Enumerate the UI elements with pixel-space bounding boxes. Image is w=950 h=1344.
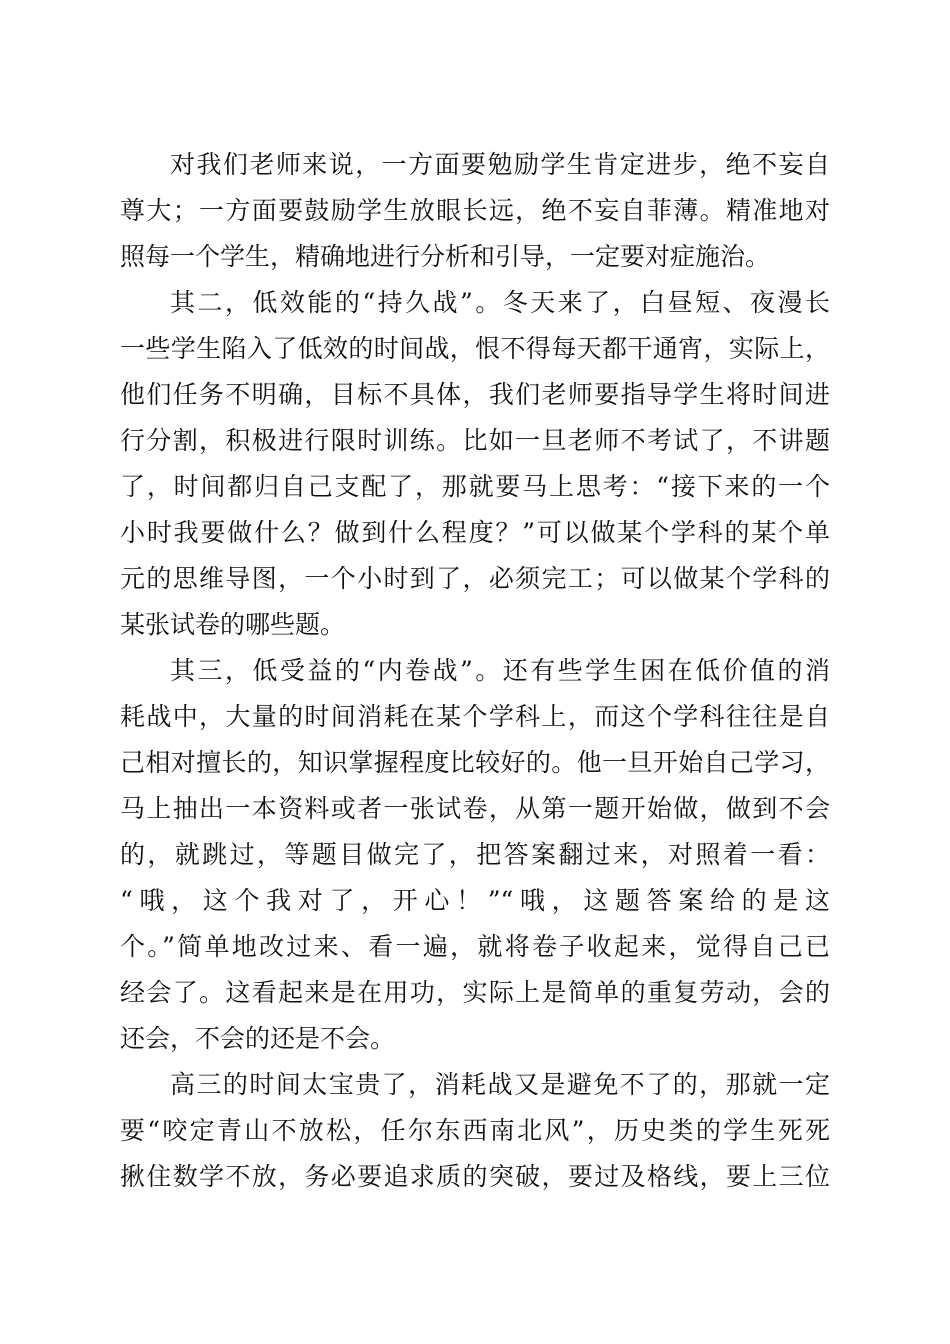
text-line: “哦，这个我对了，开心！”“哦，这题答案给的是这: [120, 886, 830, 915]
body-text: [120, 142, 830, 1200]
text-line: 尊大；一方面要鼓励学生放眼长远，绝不妄自菲薄。精准地对: [120, 196, 830, 225]
text-line: 某张试卷的哪些题。: [120, 610, 346, 639]
text-line: 行分割，积极进行限时训练。比如一旦老师不考试了，不讲题: [120, 426, 830, 455]
text-line: 马上抽出一本资料或者一张试卷，从第一题开始做，做到不会: [120, 794, 830, 823]
text-line: 了，时间都归自己支配了，那就要马上思考：“接下来的一个: [120, 472, 830, 501]
text-line: 一些学生陷入了低效的时间战，恨不得每天都干通宵，实际上，: [120, 334, 830, 363]
text-line: 己相对擅长的，知识掌握程度比较好的。他一旦开始自己学习，: [120, 748, 830, 777]
text-line: 高三的时间太宝贵了，消耗战又是避免不了的，那就一定: [170, 1070, 830, 1099]
text-line: 其三，低受益的“内卷战”。还有些学生困在低价值的消: [170, 656, 830, 685]
text-line: 照每一个学生，精确地进行分析和引导，一定要对症施治。: [120, 242, 771, 271]
text-line: 他们任务不明确，目标不具体，我们老师要指导学生将时间进: [120, 380, 830, 409]
text-line: 经会了。这看起来是在用功，实际上是简单的重复劳动，会的: [120, 978, 830, 1007]
text-line: 的，就跳过，等题目做完了，把答案翻过来，对照着一看：: [120, 840, 830, 869]
text-line: 还会，不会的还是不会。: [120, 1024, 396, 1053]
text-line: 揪住数学不放，务必要追求质的突破，要过及格线，要上三位: [120, 1162, 830, 1191]
text-line: 元的思维导图，一个小时到了，必须完工；可以做某个学科的: [120, 564, 830, 593]
text-line: 要“咬定青山不放松，任尔东西南北风”，历史类的学生死死: [120, 1116, 830, 1145]
text-line: 其二，低效能的“持久战”。冬天来了，白昼短、夜漫长: [170, 288, 830, 317]
text-line: 个。”简单地改过来、看一遍，就将卷子收起来，觉得自己已: [120, 932, 830, 961]
text-line: 耗战中，大量的时间消耗在某个学科上，而这个学科往往是自: [120, 702, 830, 731]
text-line: 对我们老师来说，一方面要勉励学生肯定进步，绝不妄自: [170, 150, 830, 179]
text-line: 小时我要做什么？做到什么程度？”可以做某个学科的某个单: [120, 518, 830, 547]
